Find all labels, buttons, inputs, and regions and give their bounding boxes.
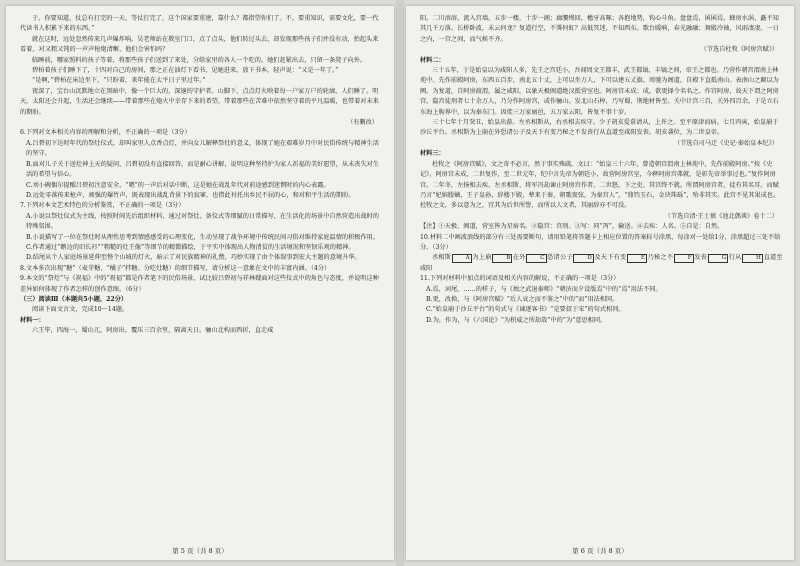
material-3-text: 杜牧之《阿房宫赋》，文之奇不必言，然于事实殊疏。文曰：“始皇三十六年，曾造朝宫渭南上林苑中，先作前殿阿房。”按《史记》，阿房宫未成，二世复作，至二世元年，纪中言先帝为朝廷小，故营阿房宫室，今释阿房宫弗就，是彰先帝举事过也。”复作阿房宫。二年冬，左扬相去疾、左丞相斯、将军冯劫谏止阿房宫作者，二世怒，下之吏。其宫终不就。所谓阿房宫者，徒有其名耳。而赋乃言“妃嫔媵嫱，王子皇孙，辞楼下殿，辇来于秦，朝歌夜弦，为秦宫人”，“鼎铛玉石，金块珠砾”，殆非其实。此宫不见其果成也。杜牧之文，多以意为之，宜其为后世所訾，而所以人文者，其丽辞亦不可没。 — [420, 160, 780, 210]
break-option-box[interactable]: B — [492, 254, 512, 263]
material-1-text: 六王毕，四海一，蜀山兀，阿房出。覆压三百余里，隔离天日。骊山北构而西折，直走咸 — [32, 327, 274, 335]
question-10-answer-tail: 咸阳 — [420, 264, 433, 272]
segment-text: 直道至 — [763, 254, 783, 262]
break-option-box[interactable]: G — [708, 254, 729, 263]
page-number: 第 5 页（共 8 页） — [172, 547, 228, 555]
question-6-stem: 6.下列对文本相关内容的理解和分析，不正确的一项是（3分） — [20, 129, 191, 137]
break-option-box[interactable]: D — [573, 254, 594, 263]
question-10-stem: 10.材料二中画波浪线的部分有三处需要断句，请用铅笔将答题卡上相应位置的答案标号涂黑，每涂对一处给1分，涂黑超过三处不给分。（3分） — [420, 233, 781, 251]
source-note: （有删改） — [347, 119, 378, 127]
break-option-box[interactable]: A — [452, 254, 472, 263]
material-1-label: 材料一： — [20, 316, 45, 324]
story-paragraph: “是啊，”碧柏在床边坐下，“只盼着，来年能在太平日子里过年。” — [32, 77, 206, 85]
question-10-answer-line — [420, 253, 784, 263]
question-11-option-a: A.焉，词尾，……的样子，与《烛之武退秦师》“朝济而夕设版焉”中的“焉”用法不同。 — [426, 285, 662, 293]
break-option-box[interactable]: F — [674, 254, 694, 263]
question-7-option-d: D.结尾从个人家庭场景延伸至整个山城的灯火，暗示了对民族精神的礼赞，巧妙实现了由个体叙事到宏大主题的意境升华。 — [26, 254, 361, 262]
segment-text: 及天下有变 — [594, 254, 627, 262]
material-2-label: 材料二： — [420, 56, 445, 64]
break-option-box[interactable]: C — [526, 254, 546, 263]
question-11-stem: 11.下列对材料中加点的词语及相关内容的解说，不正确的一项是（3分） — [420, 275, 620, 283]
material-3-label: 材料三： — [420, 150, 445, 158]
question-8: 8.文本多次出现“糖”（麦芽糖、“橘子”拌糖、分吃灶糖）的细节描写，请分析这一意象在文中的丰富内涵。（4分） — [20, 264, 331, 272]
left-page-content — [20, 14, 384, 540]
material-2-paragraph: 三十五年，于是始皇以为咸阳人多，先王之宫廷小，吾闻周文王都丰，武王都镐，丰镐之间，帝王之都也。乃营作朝宫渭南上林苑中。先作前殿阿房，东西五百步，南北五十丈，上可以坐万人，下可以建五丈旗。周驰为阁道，自殿下直抵南山。表南山之颠以为阙。为复道，自阿房渡渭，属之咸阳，以象天极阁道绝汉抵营室也。阿房宫未成；成，欲更择令名名之。作宫阿房，故天下谓之阿房宫。隐宫徒刑者七十余万人，乃分作阿房宫，或作骊山。发北山石椁，乃写蜀、荆地材皆至。关中计宫三百，关外四百余。于是立石东海上朐界中，以为秦东门。因徙三万家丽邑，五万家云阳，皆复不事十岁。 — [420, 67, 779, 116]
source-note: （节选自司马迁《史记·秦始皇本纪》） — [673, 139, 778, 147]
segment-text: 恐诸公子 — [547, 254, 573, 262]
question-6-option-d: D.远处零落传来枪声，顽强的爆竹声，既表现出战乱背景下的寂寥，也借此衬托出乡民不屈的心，和对和平生活的期盼。 — [26, 191, 355, 199]
section-3-instruction: 阅读下面文言文，完成10～14题。 — [32, 306, 129, 314]
story-paragraph: 临睡前，哪家照料的孩子等着，将那些孩子们送到了来处，分给家里的各人一个吃的。她们赶紧出去，只留一条凳子向外。 — [32, 56, 367, 64]
page-gutter — [396, 0, 404, 566]
left-page — [6, 6, 394, 560]
story-paragraph: 碧柏着孩子们睡下了，十四对自己的房间，那之正在油灯下看书，见她进来，放下书本，轻声说：“又是一年了。” — [32, 67, 339, 75]
story-paragraph: 就在这时，远处忽然传来几声爆炸响。吴老师站在教室门口，点了点头，他们转过头去，却发现那些孩子们并没有动，抬起头来看着，对又粗又钝的一声声枪炮清晰、他们会害怕吗？ — [20, 35, 379, 54]
break-option-box[interactable]: E — [627, 254, 647, 263]
question-9: 9.本文的“祭灶”与《祝福》中的“祝福”都是作者笔下的民俗场景，试比较吕碧初与祥林嫂面对这些仪式中的角色与态度，并说明这种差异如何体现了作者怎样的创作意图。（6分） — [20, 275, 379, 293]
question-7-option-c: C.作者通过“鹅边的旧长衫”“粗糙的灶王像”等细节的精微描绘，于平实中体现出人物清贫的生活境况和坚韧乐观的精神。 — [26, 243, 355, 251]
question-11-option-b: B.更，改换，与《阿房宫赋》“后人哀之而不鉴之”中的“而”用法相同。 — [426, 295, 619, 303]
question-7-stem: 7.下列对本文艺术特色的分析鉴赏，不正确的一项是（3分） — [20, 202, 185, 210]
material-1-continued: 阳。二川溶溶，流入宫墙。五步一楼，十步一阁；廊腰缦回，檐牙高啄；各抱地势，钩心斗角。盘盘焉，囷囷焉，蜂房水涡，矗不知其几千万落。长桥卧波，未云何龙？复道行空，不霁何虹？高低冥迷，不知西东。歌台暖响，春光融融；舞殿冷袖，风雨凄凄。一日之内，一宫之间，而气候不齐。 — [420, 15, 779, 43]
question-7-option-b: B.小说描写了一位在祭灶时从理性思考到情感感受的心理变化，生动呈现了战争环境中传统民间习俗对维持家庭温情的积极作用。 — [26, 233, 380, 241]
right-page-content — [420, 14, 784, 540]
segment-text: 乃秘之不 — [647, 254, 674, 262]
question-6-option-a: A.吕碧初下达时年代的祭灶仪式，却叫家里人点香点灯，并向女儿解释祭灶的意义，体现了她在艰难岁月中对民俗传统与精神生活的坚守。 — [26, 139, 379, 158]
segment-text: 丞相斯 — [432, 254, 452, 262]
segment-text: 行从 — [728, 254, 742, 262]
question-11-option-c: C.“始皇崩于沙丘平台”的句式与《谏逐客书》“是要叔于宋”的句式相同。 — [426, 306, 625, 314]
annotation-notes: 【注】①天极、阁道，营室皆为星宿名。②隐宫：宫刑。③写：同“泻”，输送。④去疾：人名。⑤自是：自然。 — [420, 223, 724, 231]
question-6-option-c: C.刘小碗偶尔提醒吕碧初注意安全，“嗯”的一声后对话中断，这是她在战乱年代对前途感到迷惘时的内心表露。 — [26, 181, 330, 189]
segment-text: 发丧 — [694, 254, 708, 262]
segment-text: 为上崩 — [472, 254, 492, 262]
page-number: 第 6 页（共 8 页） — [572, 547, 628, 555]
segment-text: 在外 — [512, 254, 526, 262]
material-2-paragraph: 三十七年十月癸丑，始皇出游。左丞相斯从，右丞相去疾守。少子胡亥爱慕请从，上许之。至平原津而病。七月丙寅，始皇崩于沙丘平台。丞相斯为上崩在外恐诸公子及天下有变乃秘之不发丧行从直道至咸阳发丧。胡亥袭位，为二世皇帝。 — [420, 119, 779, 137]
source-note: （节选自清·王士禛《池北偶谈》卷十二） — [664, 212, 778, 220]
right-page — [406, 6, 794, 560]
question-6-option-b: B.面对儿子关于送灶神上天的疑问，吕碧初没有直接回答，而是耐心讲解，说明这种坚持护为家人祈福的美好愿望，从未丧失对生活的希望与信心。 — [26, 160, 380, 179]
question-7-option-a: A.小说以祭灶仪式为主线，按照时间先后组织材料，通过对祭灶、备仪式等细腻的日常描写，在生活化的场景中自然营造出战时的特殊氛围。 — [26, 212, 379, 231]
source-note: （节选自杜牧《阿房宫赋》） — [700, 46, 778, 54]
break-option-box[interactable]: H — [742, 254, 763, 263]
story-paragraph: 于，你要知道，仗总有打完的一天。等仗打完了，这个国家要重建，靠什么？都指望你们了。不，要重知识，需要文化，要一代代读书人积累下来的东西。” — [20, 15, 379, 33]
question-11-option-d: D.为，作为，与《六国论》“为积威之所劫哉”中的“为”意思相同。 — [426, 316, 607, 324]
section-3-heading: （三）阅读Ⅲ（本题共5小题，22分） — [20, 295, 128, 303]
story-paragraph: 夜深了，宝台山沉默地立在黑暗中，像一个巨大的，深邃的守护者。山脚下，点点灯火映着每一户家万户的轮廓，人们睡了。明天，太阳还会升起，生活还会继续——带着那些在炮火中幸存下来的希望，带着那些在苦难中依然坚守着的平凡温暖，也带着对未来的期盼。 — [20, 87, 379, 116]
